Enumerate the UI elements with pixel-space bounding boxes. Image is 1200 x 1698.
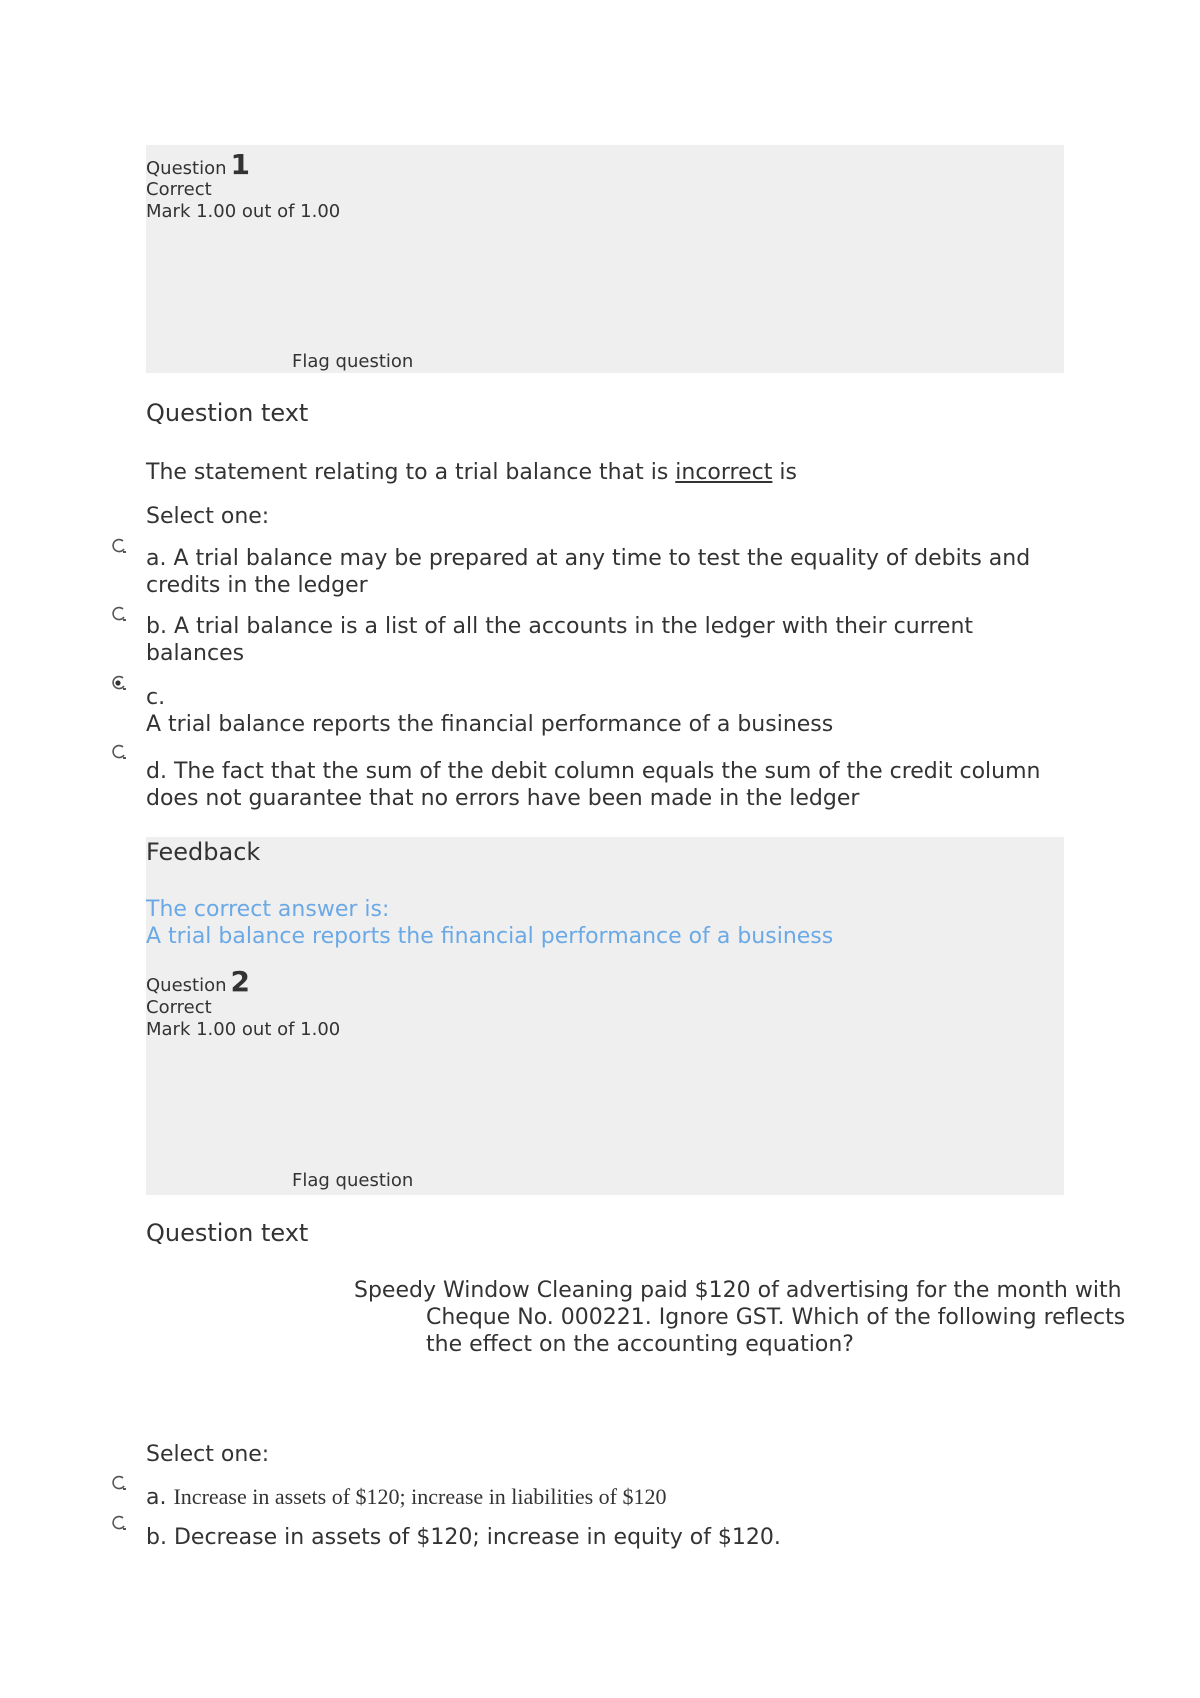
question-2-mark: Mark 1.00 out of 1.00	[146, 1019, 341, 1040]
question-2-text: Speedy Window Cleaning paid $120 of advertising for the month with Cheque No. 000221. Ignore GST. Which of the following reflects the effect on the accounting equation?	[354, 1278, 1126, 1357]
radio-unchecked-icon	[110, 537, 128, 555]
question-number-value: 1	[230, 148, 250, 181]
feedback-correct-answer: A trial balance reports the financial performance of a business	[146, 924, 834, 949]
radio-checked-icon	[110, 674, 128, 692]
question-1-info-panel	[146, 145, 1064, 373]
question-2-status: Correct	[146, 997, 212, 1018]
question-1-select-prompt: Select one:	[146, 504, 270, 529]
option-text: A trial balance reports the financial performance of a business	[146, 712, 834, 737]
option-letter: b.	[146, 1525, 167, 1550]
option-text: A trial balance is a list of all the accounts in the ledger with their current balances	[146, 614, 974, 666]
question-1-option-c-radio[interactable]	[110, 674, 126, 690]
question-1-text	[146, 459, 797, 486]
question-1-option-a[interactable]	[146, 545, 1066, 599]
question-2-option-a[interactable]	[146, 1483, 1066, 1511]
question-text-part: The statement relating to a trial balance that is	[146, 460, 676, 485]
option-letter: c.	[146, 685, 166, 710]
question-1-flag-link[interactable]: Flag question	[292, 351, 414, 372]
question-number-value: 2	[230, 965, 250, 998]
option-text: A trial balance may be prepared at any time to test the equality of debits and credits in the ledger	[146, 546, 1031, 598]
question-1-text-heading: Question text	[146, 399, 309, 427]
option-text: The fact that the sum of the debit column equals the sum of the credit column does not guarantee that no errors have been made in the ledger	[146, 759, 1041, 811]
question-2-select-prompt: Select one:	[146, 1442, 270, 1467]
question-1-number	[146, 148, 250, 181]
question-text-underlined: incorrect	[675, 460, 773, 485]
question-2-text-heading: Question text	[146, 1219, 309, 1247]
question-1-option-d[interactable]	[146, 758, 1066, 812]
option-letter: a.	[146, 1485, 167, 1510]
option-letter: a.	[146, 546, 167, 571]
question-text-part: is	[772, 460, 797, 485]
option-text: Increase in assets of $120; increase in liabilities of $120	[173, 1484, 667, 1509]
question-1-option-b[interactable]	[146, 613, 1066, 667]
question-1-option-c[interactable]	[146, 684, 1066, 738]
option-letter: b.	[146, 614, 167, 639]
question-2-info-panel	[146, 959, 1064, 1195]
feedback-correct-label: The correct answer is:	[146, 897, 390, 922]
radio-unchecked-icon	[110, 1514, 128, 1532]
radio-unchecked-icon	[110, 743, 128, 761]
question-1-option-d-radio[interactable]	[110, 743, 126, 759]
radio-unchecked-icon	[110, 1474, 128, 1492]
question-2-option-a-radio[interactable]	[110, 1474, 126, 1490]
question-2-option-b-radio[interactable]	[110, 1514, 126, 1530]
radio-unchecked-icon	[110, 605, 128, 623]
question-2-flag-link[interactable]: Flag question	[292, 1170, 414, 1191]
question-2-number	[146, 965, 250, 998]
question-1-option-a-radio[interactable]	[110, 537, 126, 553]
question-label: Question	[146, 158, 227, 179]
question-1-status: Correct	[146, 179, 212, 200]
option-letter: d.	[146, 759, 167, 784]
question-2-option-b[interactable]	[146, 1524, 1066, 1551]
question-label: Question	[146, 975, 227, 996]
feedback-heading: Feedback	[146, 838, 261, 866]
question-1-mark: Mark 1.00 out of 1.00	[146, 201, 341, 222]
question-1-option-b-radio[interactable]	[110, 605, 126, 621]
option-text: Decrease in assets of $120; increase in equity of $120.	[173, 1525, 781, 1550]
